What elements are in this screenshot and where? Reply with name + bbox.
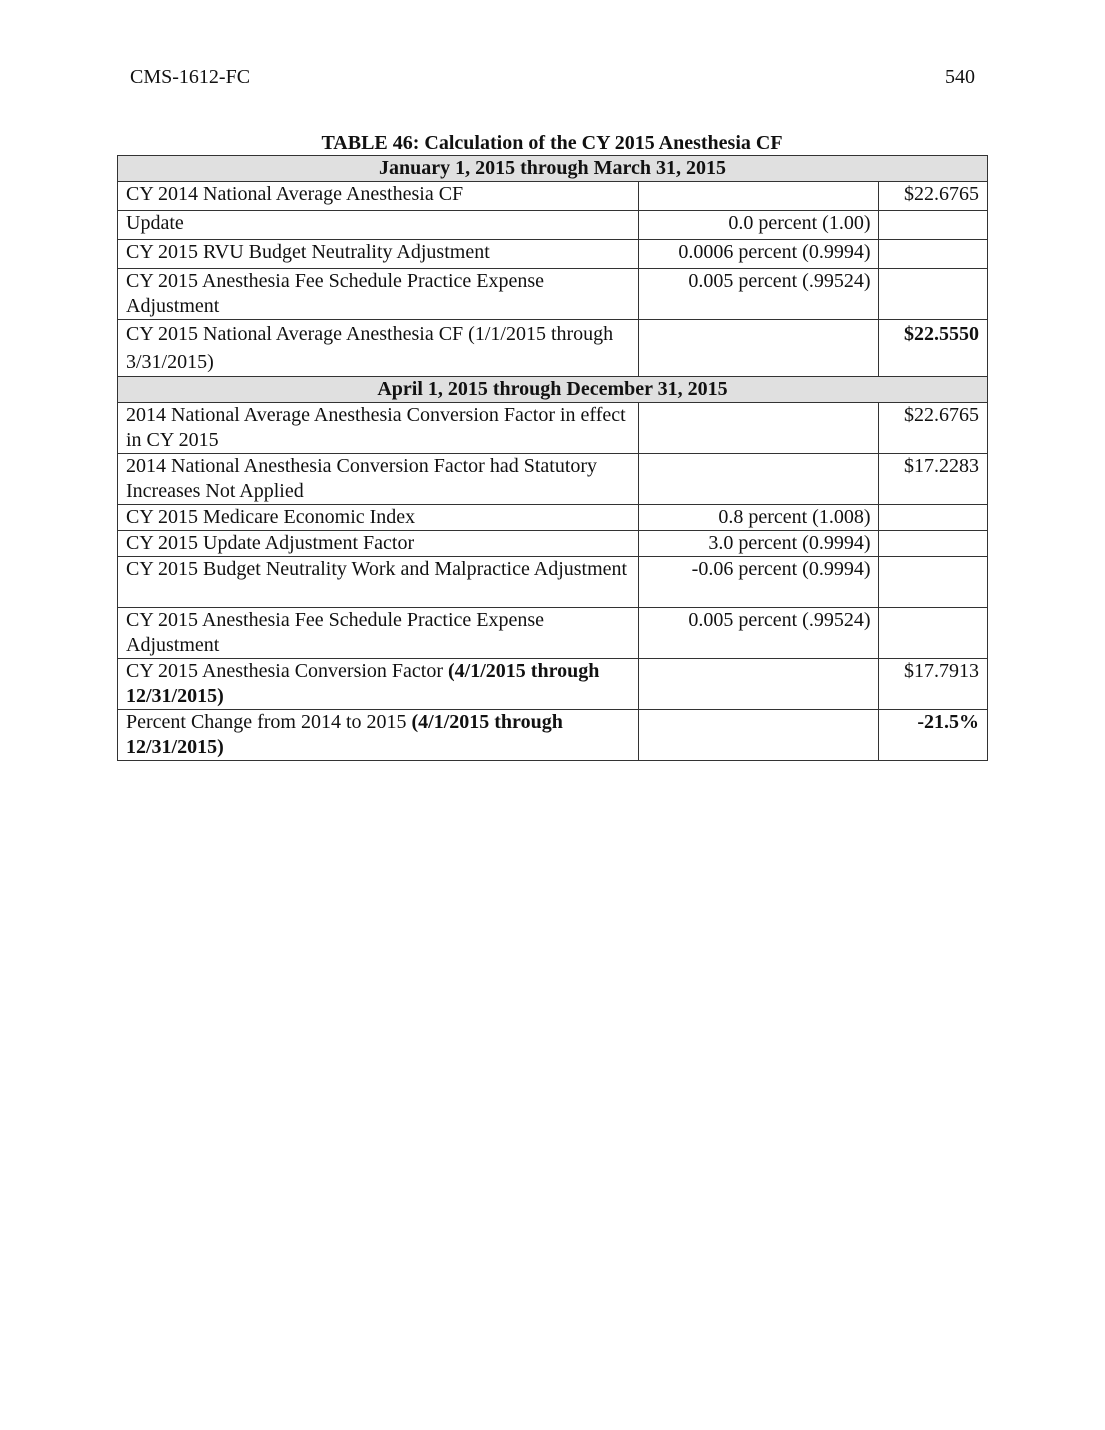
anesthesia-cf-table	[117, 155, 988, 761]
row-percent	[639, 320, 879, 377]
row-percent	[639, 710, 879, 761]
row-percent	[639, 659, 879, 710]
row-value	[879, 505, 988, 531]
page-number: 540	[945, 66, 975, 88]
section-heading: April 1, 2015 through December 31, 2015	[118, 377, 988, 403]
row-percent: 0.0006 percent (0.9994)	[639, 240, 879, 269]
row-percent	[639, 403, 879, 454]
row-percent: 0.005 percent (.99524)	[639, 269, 879, 320]
row-label-text: CY 2015 Anesthesia Conversion Factor	[126, 660, 449, 682]
row-label: CY 2015 National Average Anesthesia CF (1/1/2015 through 3/31/2015)	[118, 320, 639, 377]
row-value	[879, 557, 988, 608]
row-value: -21.5%	[879, 710, 988, 761]
row-label: CY 2015 Anesthesia Fee Schedule Practice Expense Adjustment	[118, 269, 639, 320]
row-value	[879, 240, 988, 269]
row-label-text: Percent Change from 2014 to 2015	[126, 711, 412, 733]
row-percent: 0.8 percent (1.008)	[639, 505, 879, 531]
row-label-period: (4/1/2015 through 12/31/2015)	[126, 660, 600, 707]
row-label-period: (4/1/2015 through 12/31/2015)	[126, 711, 563, 758]
row-percent: 0.005 percent (.99524)	[639, 608, 879, 659]
row-label: 2014 National Anesthesia Conversion Factor had Statutory Increases Not Applied	[118, 454, 639, 505]
table-title: TABLE 46: Calculation of the CY 2015 Anesthesia CF	[321, 132, 783, 154]
row-label: CY 2014 National Average Anesthesia CF	[118, 182, 639, 211]
row-label: CY 2015 Medicare Economic Index	[118, 505, 639, 531]
row-label: CY 2015 Budget Neutrality Work and Malpractice Adjustment	[118, 557, 639, 608]
row-label: CY 2015 Anesthesia Fee Schedule Practice Expense Adjustment	[118, 608, 639, 659]
row-value	[879, 211, 988, 240]
row-label: Update	[118, 211, 639, 240]
row-label	[118, 659, 639, 710]
document-id: CMS-1612-FC	[130, 66, 251, 88]
row-value: $22.6765	[879, 403, 988, 454]
row-percent	[639, 182, 879, 211]
row-percent: 3.0 percent (0.9994)	[639, 531, 879, 557]
row-label: 2014 National Average Anesthesia Conversion Factor in effect in CY 2015	[118, 403, 639, 454]
row-percent: -0.06 percent (0.9994)	[639, 557, 879, 608]
section-heading: January 1, 2015 through March 31, 2015	[118, 156, 988, 182]
row-label: CY 2015 Update Adjustment Factor	[118, 531, 639, 557]
row-value: $17.2283	[879, 454, 988, 505]
row-percent	[639, 454, 879, 505]
row-value: $22.6765	[879, 182, 988, 211]
row-value: $22.5550	[879, 320, 988, 377]
row-value	[879, 531, 988, 557]
row-value: $17.7913	[879, 659, 988, 710]
row-label	[118, 710, 639, 761]
row-percent: 0.0 percent (1.00)	[639, 211, 879, 240]
row-value	[879, 608, 988, 659]
row-value	[879, 269, 988, 320]
row-label: CY 2015 RVU Budget Neutrality Adjustment	[118, 240, 639, 269]
